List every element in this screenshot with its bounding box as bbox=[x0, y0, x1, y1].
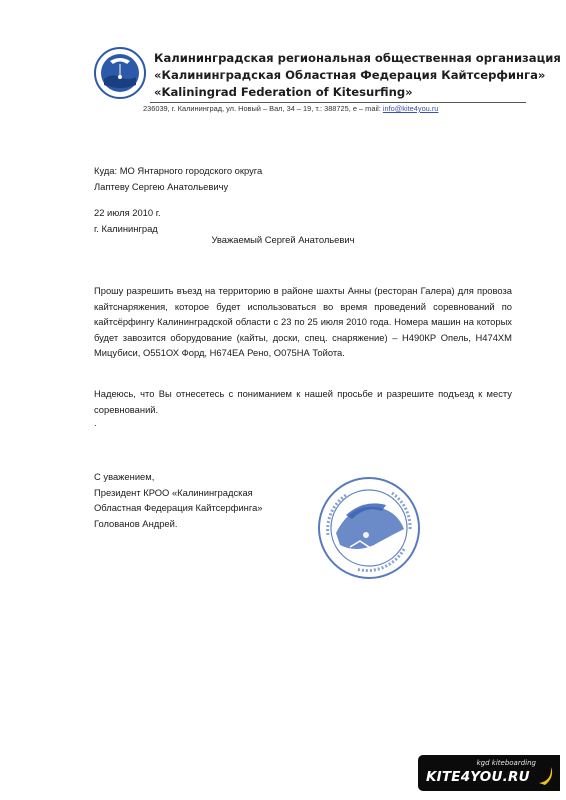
org-name-line3: «Kaliningrad Federation of Kitesurfing» bbox=[154, 85, 413, 99]
body-paragraph-1: Прошу разрешить въезд на территорию в районе шахты Анны (ресторан Галера) для провоза кайтснаряжения, которое будет использоваться во время проведений соревнований по кайтсёрфингу Калининградской области с 23 по 25 июля 2010 года. Номера машин на которых будет завозится оборудование (кайты, доски, спец. снаряжение) – Н490КР Опель, Н474ХМ Мицубиси, О551ОХ Форд, Н674ЕА Рено, О075НА Тойота. bbox=[94, 285, 512, 358]
signature-line1: С уважением, bbox=[94, 471, 155, 482]
recipient-line1: Куда: МО Янтарного городского округа bbox=[94, 165, 263, 176]
recipient-line2: Лаптеву Сергею Анатольевичу bbox=[94, 180, 229, 192]
watermark-brand: KITE4YOU.RU bbox=[426, 769, 530, 785]
stray-mark: . bbox=[94, 417, 97, 428]
org-name-line1: Калининградская региональная общественная организация bbox=[154, 51, 561, 65]
email-link[interactable]: info@kite4you.ru bbox=[382, 104, 439, 113]
signature-line2: Президент КРОО «Калининградская bbox=[94, 486, 253, 498]
recipient-block bbox=[94, 163, 262, 194]
kite4you-watermark-badge bbox=[418, 755, 560, 791]
federation-logo bbox=[94, 47, 146, 99]
org-name-line2: «Калининградская Областная Федерация Кайтсерфинга» bbox=[154, 68, 546, 82]
swoosh-icon bbox=[536, 763, 556, 787]
signature-block bbox=[94, 469, 263, 531]
contact-address: 236039, г. Калининград, ул. Новый – Вал, 34 – 19, т.: 388725, e – mail: bbox=[143, 104, 383, 113]
organization-header bbox=[154, 50, 561, 101]
letter-date: 22 июля 2010 г. bbox=[94, 207, 161, 218]
watermark-tagline: kgd kiteboarding bbox=[476, 759, 536, 767]
signature-line4: Голованов Андрей. bbox=[94, 517, 178, 529]
salutation: Уважаемый Сергей Анатольевич bbox=[211, 234, 355, 245]
contact-line bbox=[143, 103, 438, 114]
signature-line3: Областная Федерация Кайтсерфинга» bbox=[94, 502, 263, 513]
organization-stamp bbox=[316, 475, 422, 581]
letter-city: г. Калининград bbox=[94, 222, 158, 234]
body-paragraph-2: Надеюсь, что Вы отнесетесь с пониманием к нашей просьбе и разрешите подъезд к месту соревнований. bbox=[94, 388, 512, 415]
